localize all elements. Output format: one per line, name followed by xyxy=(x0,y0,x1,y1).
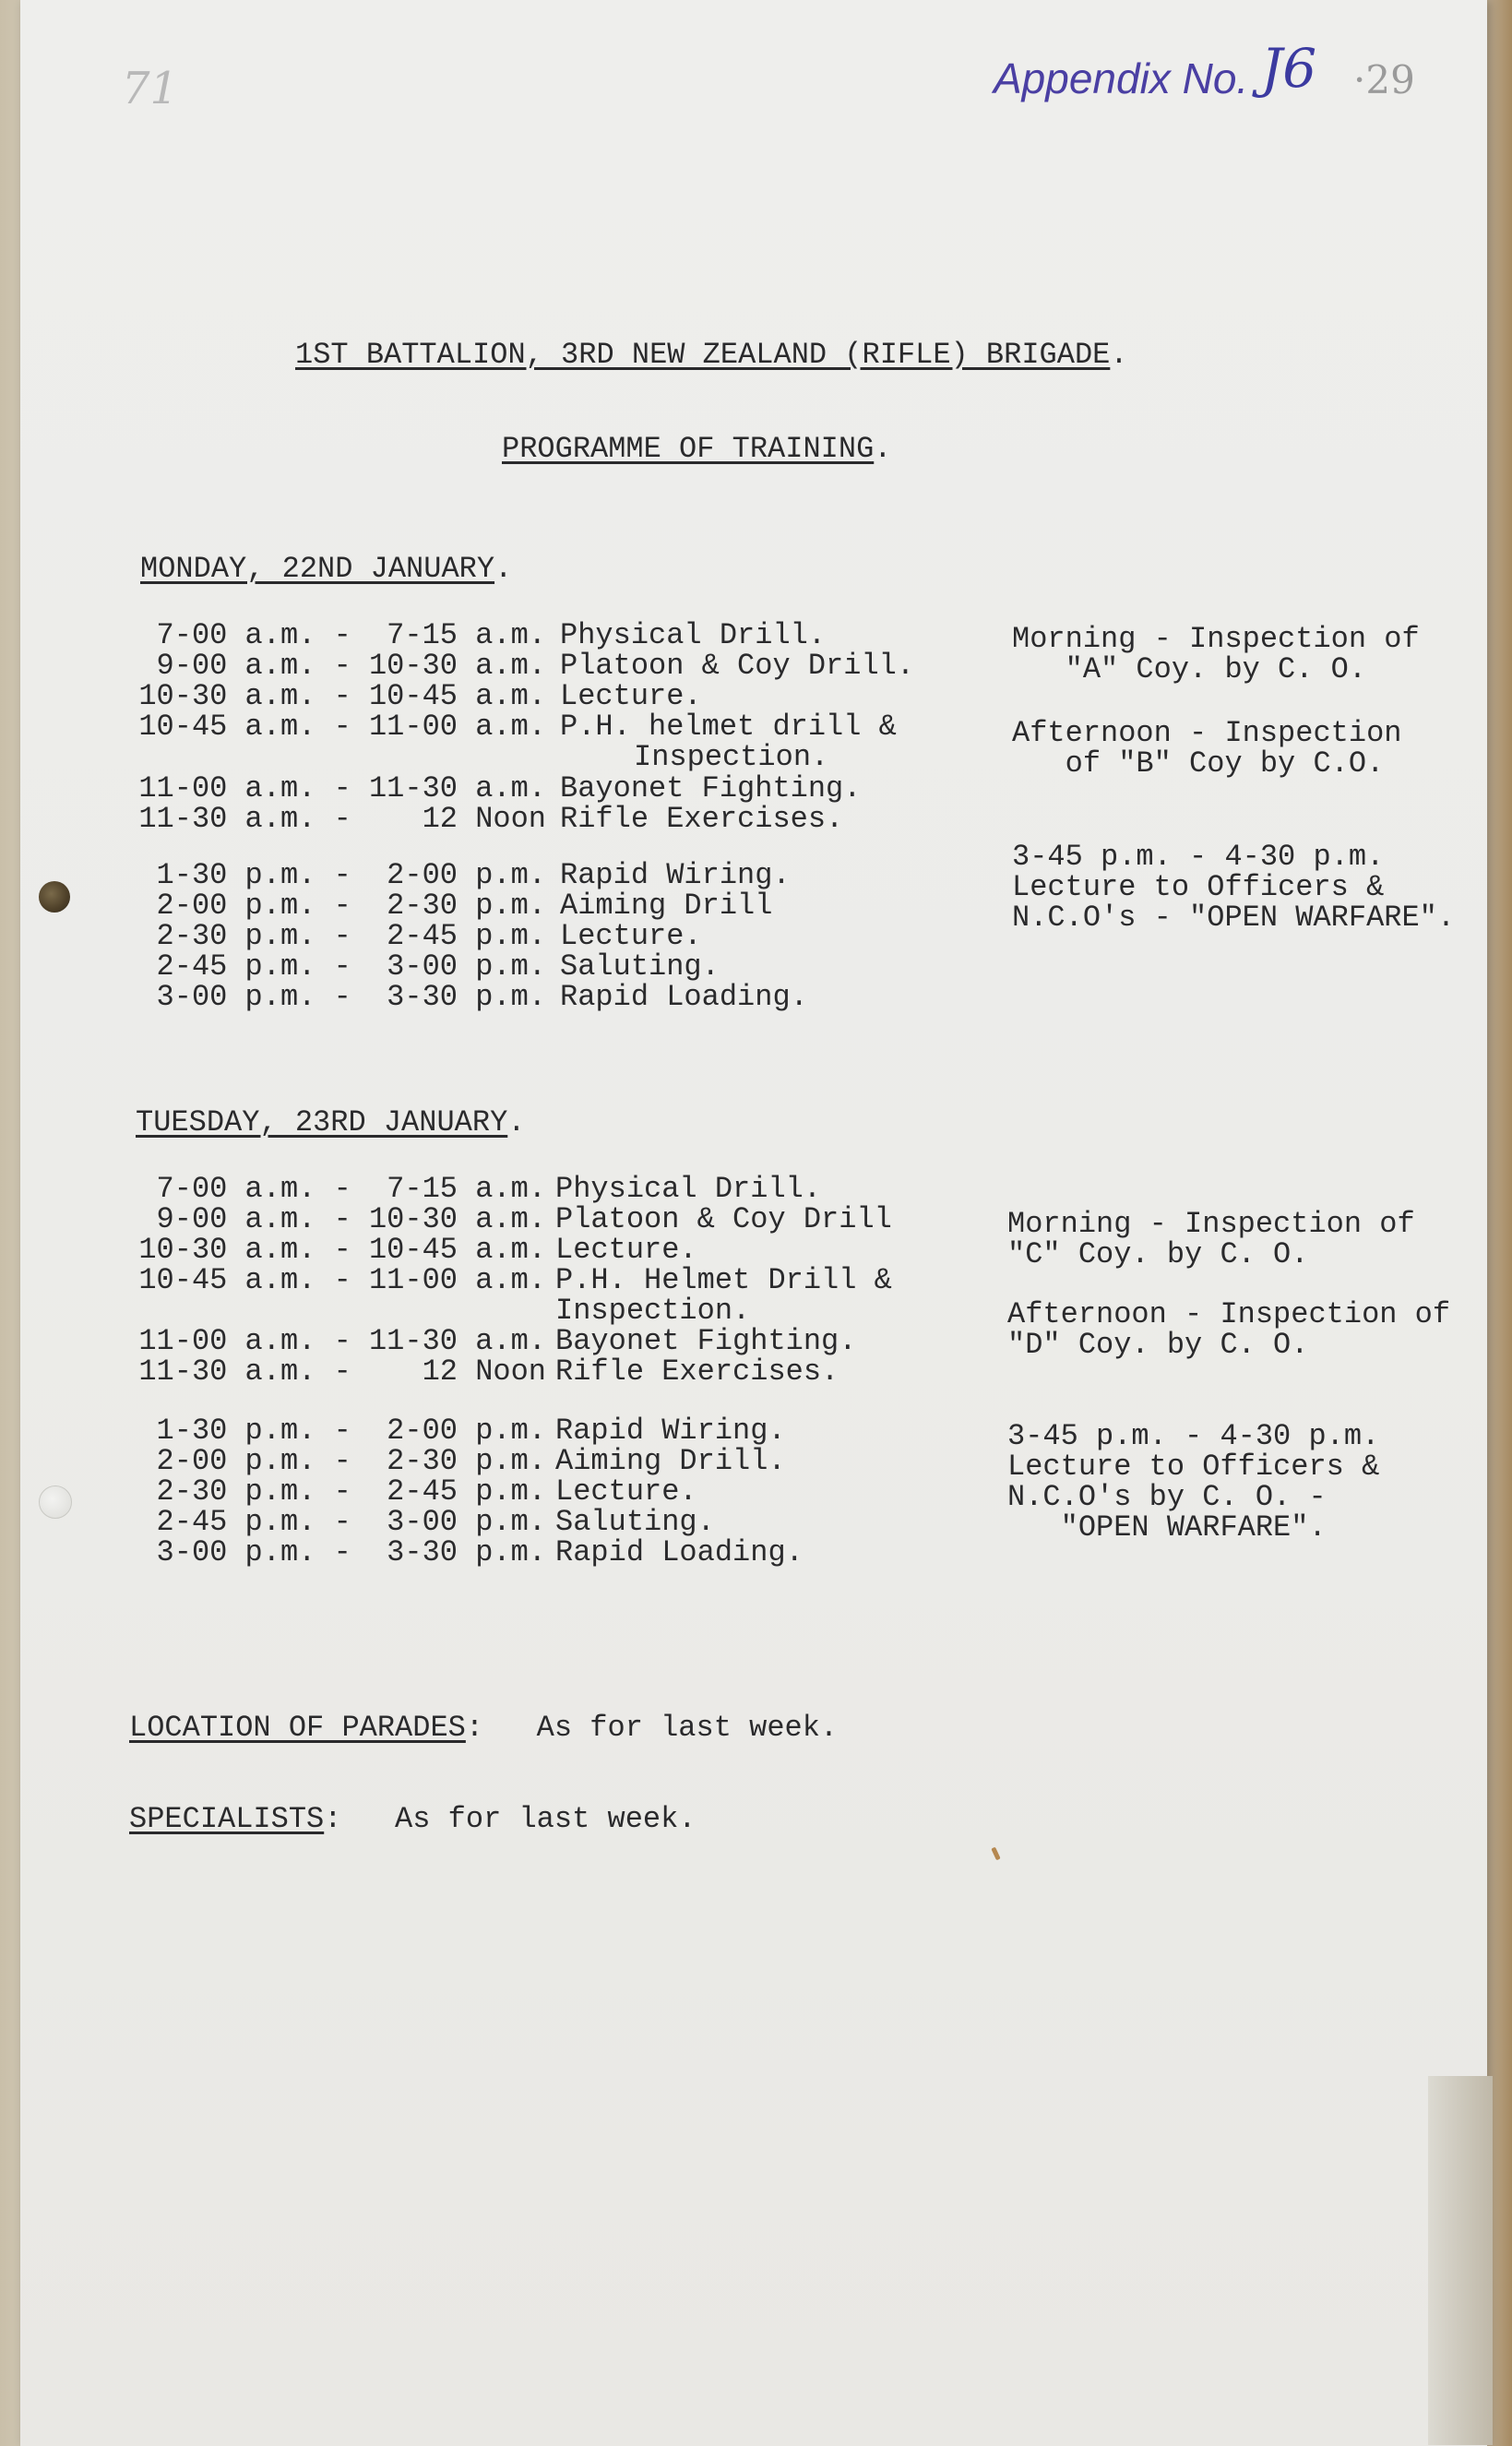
schedule-activity: Inspection. xyxy=(634,740,829,774)
monday-note: Morning - Inspection of xyxy=(1012,622,1420,656)
schedule-time: 9-00 a.m. - 10-30 a.m. xyxy=(156,1202,546,1236)
schedule-activity: Aiming Drill xyxy=(560,889,773,923)
margin-pencil-mark: 71 xyxy=(122,63,179,114)
schedule-activity: Rifle Exercises. xyxy=(560,802,844,836)
monday-heading-text: MONDAY, 22ND JANUARY xyxy=(140,552,495,586)
schedule-time: 7-00 a.m. - 7-15 a.m. xyxy=(156,1172,546,1206)
tuesday-note: "C" Coy. by C. O. xyxy=(1007,1237,1309,1271)
schedule-activity: Rapid Loading. xyxy=(555,1535,804,1569)
schedule-activity: Aiming Drill. xyxy=(555,1444,786,1478)
monday-heading-period: . xyxy=(494,552,513,586)
tuesday-heading xyxy=(136,1107,525,1139)
schedule-time: 7-00 a.m. - 7-15 a.m. xyxy=(156,618,546,652)
schedule-activity: Bayonet Fighting. xyxy=(555,1324,857,1358)
schedule-activity: Saluting. xyxy=(555,1505,715,1539)
punch-hole xyxy=(39,1485,72,1519)
monday-note: "A" Coy. by C. O. xyxy=(1012,652,1367,686)
appendix-pencil-number: ·29 xyxy=(1353,57,1415,102)
schedule-time: 1-30 p.m. - 2-00 p.m. xyxy=(156,1414,546,1448)
schedule-activity: Rifle Exercises. xyxy=(555,1354,839,1389)
document-title xyxy=(295,340,1128,371)
location-of-parades xyxy=(129,1712,838,1744)
specialists-label: SPECIALISTS xyxy=(129,1802,325,1836)
punch-hole xyxy=(39,881,70,913)
document-page xyxy=(20,0,1487,2446)
schedule-time: 10-30 a.m. - 10-45 a.m. xyxy=(138,679,546,713)
schedule-time: 2-00 p.m. - 2-30 p.m. xyxy=(156,889,546,923)
monday-note: N.C.O's - "OPEN WARFARE". xyxy=(1012,901,1456,935)
schedule-time: 10-45 a.m. - 11-00 a.m. xyxy=(138,1263,546,1297)
location-value: : As for last week. xyxy=(465,1711,839,1745)
schedule-time: 11-00 a.m. - 11-30 a.m. xyxy=(138,771,546,805)
schedule-activity: Rapid Wiring. xyxy=(560,858,791,892)
schedule-time: 2-30 p.m. - 2-45 p.m. xyxy=(156,1474,546,1509)
tuesday-note: Lecture to Officers & xyxy=(1007,1450,1380,1484)
schedule-activity: P.H. Helmet Drill & xyxy=(555,1263,892,1297)
schedule-activity: Platoon & Coy Drill xyxy=(555,1202,892,1236)
schedule-activity: Lecture. xyxy=(560,919,702,953)
schedule-activity: Lecture. xyxy=(555,1233,697,1267)
document-subtitle-text: PROGRAMME OF TRAINING xyxy=(502,432,875,466)
schedule-time: 11-00 a.m. - 11-30 a.m. xyxy=(138,1324,546,1358)
schedule-activity: Lecture. xyxy=(560,679,702,713)
schedule-time: 3-00 p.m. - 3-30 p.m. xyxy=(156,980,546,1014)
schedule-activity: Saluting. xyxy=(560,949,720,984)
monday-heading xyxy=(140,554,512,585)
schedule-activity: Physical Drill. xyxy=(560,618,827,652)
schedule-time: 2-00 p.m. - 2-30 p.m. xyxy=(156,1444,546,1478)
appendix-handwritten-number: J6 xyxy=(1261,37,1317,100)
document-subtitle-period: . xyxy=(874,432,892,466)
schedule-time: 10-45 a.m. - 11-00 a.m. xyxy=(138,710,546,744)
schedule-activity: Bayonet Fighting. xyxy=(560,771,862,805)
document-title-text: 1ST BATTALION, 3RD NEW ZEALAND (RIFLE) BRIGADE xyxy=(295,338,1111,372)
schedule-activity: Platoon & Coy Drill. xyxy=(560,649,915,683)
specialists xyxy=(129,1804,696,1835)
tuesday-note: "D" Coy. by C. O. xyxy=(1007,1328,1309,1362)
schedule-activity: Rapid Wiring. xyxy=(555,1414,786,1448)
schedule-time: 10-30 a.m. - 10-45 a.m. xyxy=(138,1233,546,1267)
document-title-period: . xyxy=(1110,338,1128,372)
schedule-activity: Rapid Loading. xyxy=(560,980,808,1014)
monday-note: Afternoon - Inspection xyxy=(1012,716,1402,750)
appendix-stamp: Appendix No. xyxy=(994,54,1249,102)
schedule-time: 9-00 a.m. - 10-30 a.m. xyxy=(156,649,546,683)
schedule-time: 2-30 p.m. - 2-45 p.m. xyxy=(156,919,546,953)
schedule-time: 11-30 a.m. - 12 Noon xyxy=(138,802,546,836)
monday-note: 3-45 p.m. - 4-30 p.m. xyxy=(1012,840,1385,874)
schedule-time: 1-30 p.m. - 2-00 p.m. xyxy=(156,858,546,892)
monday-note: Lecture to Officers & xyxy=(1012,870,1385,904)
location-label: LOCATION OF PARADES xyxy=(129,1711,466,1745)
schedule-activity: Inspection. xyxy=(555,1294,751,1328)
specialists-value: : As for last week. xyxy=(324,1802,696,1836)
background-sheet-edge xyxy=(1428,2076,1493,2445)
paper-speck xyxy=(991,1847,1000,1861)
tuesday-note: Afternoon - Inspection of xyxy=(1007,1297,1451,1331)
schedule-time: 3-00 p.m. - 3-30 p.m. xyxy=(156,1535,546,1569)
schedule-time: 2-45 p.m. - 3-00 p.m. xyxy=(156,1505,546,1539)
tuesday-heading-period: . xyxy=(507,1105,526,1139)
schedule-activity: Physical Drill. xyxy=(555,1172,822,1206)
tuesday-note: 3-45 p.m. - 4-30 p.m. xyxy=(1007,1419,1380,1453)
schedule-time: 2-45 p.m. - 3-00 p.m. xyxy=(156,949,546,984)
monday-note: of "B" Coy by C.O. xyxy=(1012,746,1385,781)
tuesday-heading-text: TUESDAY, 23RD JANUARY xyxy=(136,1105,508,1139)
document-subtitle xyxy=(502,434,891,465)
schedule-activity: P.H. helmet drill & xyxy=(560,710,897,744)
tuesday-note: N.C.O's by C. O. - xyxy=(1007,1480,1327,1514)
tuesday-note: "OPEN WARFARE". xyxy=(1007,1510,1327,1545)
schedule-time: 11-30 a.m. - 12 Noon xyxy=(138,1354,546,1389)
tuesday-note: Morning - Inspection of xyxy=(1007,1207,1415,1241)
schedule-activity: Lecture. xyxy=(555,1474,697,1509)
